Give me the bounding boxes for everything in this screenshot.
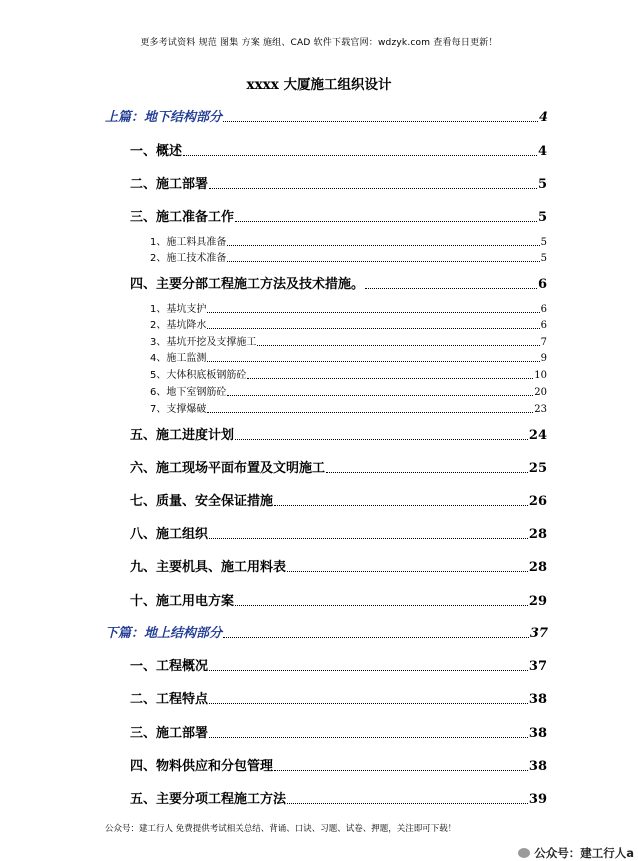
toc-leader xyxy=(209,188,537,189)
toc-leader xyxy=(223,121,538,122)
toc-subentry[interactable] xyxy=(150,349,547,364)
toc-label: 6、地下室钢筋砼 xyxy=(150,387,227,398)
toc-leader xyxy=(209,670,528,671)
toc-page-number: 9 xyxy=(540,353,547,364)
toc-leader xyxy=(227,395,533,396)
toc-entry[interactable] xyxy=(130,490,547,509)
footer-note: 公众号：建工行人 免费提供考试相关总结、背诵、口诀、习题、试卷、押题，关注即可下载！ xyxy=(105,824,457,834)
toc-label: 二、施工部署 xyxy=(130,177,209,192)
toc-subentry[interactable] xyxy=(150,233,547,248)
toc-page-number: 38 xyxy=(528,726,547,741)
toc-label: 八、施工组织 xyxy=(130,527,209,542)
toc-label: 7、支撑爆破 xyxy=(150,404,207,415)
toc-entry[interactable] xyxy=(130,206,547,225)
toc-page-number: 26 xyxy=(528,494,547,509)
toc-label: 2、施工技术准备 xyxy=(150,253,227,264)
toc-label: 五、施工进度计划 xyxy=(130,428,235,443)
toc-leader xyxy=(326,472,528,473)
toc-label: 1、施工料具准备 xyxy=(150,237,227,248)
toc-leader xyxy=(274,505,528,506)
watermark-text: 公众号：建工行人a xyxy=(534,846,634,860)
toc-subentry[interactable] xyxy=(150,300,547,315)
toc-entry[interactable] xyxy=(130,273,547,292)
toc-entry[interactable] xyxy=(130,688,547,707)
watermark xyxy=(518,845,634,861)
toc-leader xyxy=(227,261,539,262)
toc-label: 四、物料供应和分包管理 xyxy=(130,759,274,774)
toc-page-number: 5 xyxy=(540,253,547,264)
toc-label: 一、工程概况 xyxy=(130,659,209,674)
toc-label: 四、主要分部工程施工方法及技术措施。 xyxy=(130,277,365,292)
toc-label: 六、施工现场平面布置及文明施工 xyxy=(130,461,326,476)
toc-entry[interactable] xyxy=(130,755,547,774)
toc-page-number: 37 xyxy=(528,659,547,674)
header-note: 更多考试资料 规范 图集 方案 施组、CAD 软件下载官网：wdzyk.com 查看每日更新！ xyxy=(140,38,498,48)
toc-entry[interactable] xyxy=(130,655,547,674)
toc-label: 5、大体积底板钢筋砼 xyxy=(150,370,247,381)
toc-leader xyxy=(235,439,528,440)
toc-leader xyxy=(223,637,529,638)
toc-page-number: 5 xyxy=(540,237,547,248)
toc-page-number: 10 xyxy=(534,370,547,381)
toc-leader xyxy=(209,737,528,738)
toc-page-number: 4 xyxy=(538,110,548,125)
toc-page-number: 38 xyxy=(528,759,547,774)
toc-page-number: 5 xyxy=(537,210,547,225)
toc-leader xyxy=(235,605,528,606)
toc-label: 九、主要机具、施工用料表 xyxy=(130,560,287,575)
toc-leader xyxy=(235,221,537,222)
toc-label: 三、施工准备工作 xyxy=(130,210,235,225)
toc-page-number: 23 xyxy=(534,404,547,415)
toc-page-number: 37 xyxy=(529,626,548,641)
toc-page-number: 39 xyxy=(528,792,547,807)
toc-entry[interactable] xyxy=(130,556,547,575)
toc-leader xyxy=(274,770,528,771)
toc-page-number: 24 xyxy=(528,428,547,443)
toc-label: 下篇：地上结构部分 xyxy=(105,626,223,641)
toc-leader xyxy=(287,571,528,572)
wechat-icon xyxy=(518,848,530,858)
toc-label: 十、施工用电方案 xyxy=(130,594,235,609)
toc-label: 二、工程特点 xyxy=(130,692,209,707)
toc-leader xyxy=(209,703,528,704)
toc-page-number: 7 xyxy=(540,337,547,348)
toc-leader xyxy=(207,328,539,329)
toc-label: 五、主要分项工程施工方法 xyxy=(130,792,287,807)
toc-entry[interactable] xyxy=(130,424,547,443)
toc-leader xyxy=(209,538,528,539)
toc-entry[interactable] xyxy=(130,173,547,192)
toc-entry[interactable] xyxy=(130,788,547,807)
toc-page-number: 28 xyxy=(528,527,547,542)
toc-page-number: 6 xyxy=(540,320,547,331)
document-title: xxxx 大厦施工组织设计 xyxy=(246,77,392,93)
toc-leader xyxy=(207,361,539,362)
toc-label: 上篇：地下结构部分 xyxy=(105,110,223,125)
toc-subentry[interactable] xyxy=(150,249,547,264)
toc-page-number: 25 xyxy=(528,461,547,476)
toc-entry[interactable] xyxy=(130,722,547,741)
toc-part-entry[interactable] xyxy=(105,106,548,125)
toc-entry[interactable] xyxy=(130,457,547,476)
toc-subentry[interactable] xyxy=(150,316,547,331)
toc-leader xyxy=(207,412,533,413)
toc-leader xyxy=(247,378,533,379)
toc-label: 4、施工监测 xyxy=(150,353,207,364)
toc-label: 3、基坑开挖及支撑施工 xyxy=(150,337,257,348)
toc-page-number: 20 xyxy=(534,387,547,398)
toc-entry[interactable] xyxy=(130,140,547,159)
toc-page-number: 5 xyxy=(537,177,547,192)
toc-leader xyxy=(207,312,539,313)
toc-subentry[interactable] xyxy=(150,400,547,415)
toc-page-number: 6 xyxy=(537,277,547,292)
toc-leader xyxy=(287,803,528,804)
toc-leader xyxy=(227,245,539,246)
toc-page-number: 38 xyxy=(528,692,547,707)
toc-page-number: 29 xyxy=(528,594,547,609)
toc-label: 2、基坑降水 xyxy=(150,320,207,331)
toc-entry[interactable] xyxy=(130,590,547,609)
toc-entry[interactable] xyxy=(130,523,547,542)
toc-label: 七、质量、安全保证措施 xyxy=(130,494,274,509)
toc-leader xyxy=(257,345,539,346)
toc-subentry[interactable] xyxy=(150,333,547,348)
toc-leader xyxy=(365,288,537,289)
toc-page-number: 28 xyxy=(528,560,547,575)
toc-leader xyxy=(183,155,537,156)
toc-page-number: 6 xyxy=(540,304,547,315)
toc-page-number: 4 xyxy=(537,144,547,159)
toc-part-entry[interactable] xyxy=(105,622,548,641)
toc-label: 三、施工部署 xyxy=(130,726,209,741)
toc-subentry[interactable] xyxy=(150,366,547,381)
toc-subentry[interactable] xyxy=(150,383,547,398)
toc-label: 1、基坑支护 xyxy=(150,304,207,315)
toc-label: 一、概述 xyxy=(130,144,183,159)
